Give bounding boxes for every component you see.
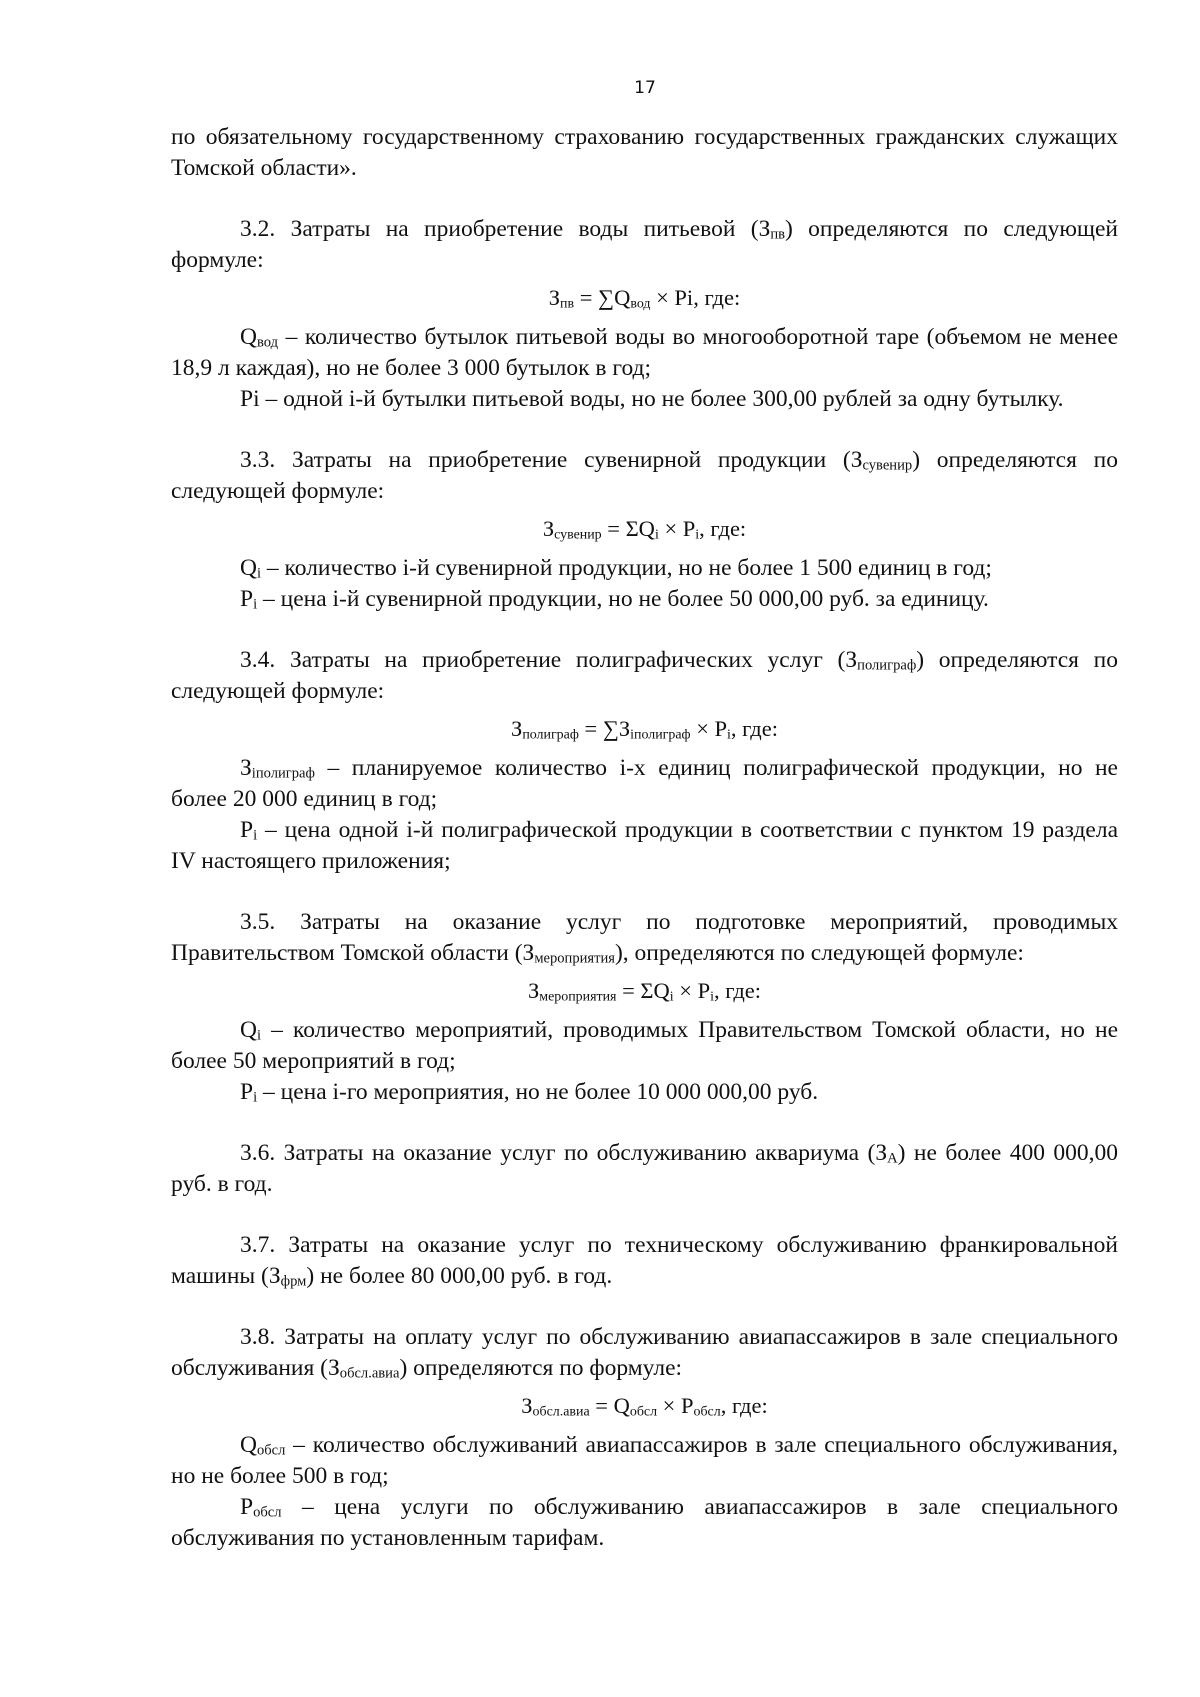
section-3-4-heading: 3.4. Затраты на приобретение полиграфических услуг $(З_{полиграф})$ определяются по следующей формуле: xyxy=(171,647,1118,704)
intro-paragraph: по обязательному государственному страхованию государственных гражданских служащих Томской области». xyxy=(171,124,1118,181)
section-3-3-heading: 3.3. Затраты на приобретение сувенирной продукции $(З_{сувенир})$ определяются по следующей формуле: xyxy=(171,447,1118,504)
section-3-6-paragraph: 3.6. Затраты на оказание услуг по обслуживанию аквариума $(З_А)$ не более 400 000,00 руб. в год. xyxy=(171,1140,1118,1197)
section-3-5-q-definition: $Q_i$ – количество мероприятий, проводимых Правительством Томской области, но не более 50 мероприятий в год; xyxy=(171,1017,1118,1074)
section-3-8-heading: 3.8. Затраты на оплату услуг по обслуживанию авиапассажиров в зале специального обслуживания $(З_{обсл.авиа})$ определяются по формуле: xyxy=(171,1324,1118,1382)
section-3-3-p-definition: $P_i$ – цена i-й сувенирной продукции, но не более 50 000,00 руб. за единицу. xyxy=(240,586,989,613)
section-3-4-formula: $З_{полиграф} = \sum З_{iполиграф} \times P_i$, где: xyxy=(511,716,778,743)
section-3-2-p-definition: Pi – одной i-й бутылки питьевой воды, но не более 300,00 рублей за одну бутылку. xyxy=(240,386,1064,412)
section-3-2-q-definition: $Q_{вод}$ – количество бутылок питьевой воды во многооборотной таре (объемом не менее 18,9 л каждая), но не более 3 000 бутылок в год; xyxy=(171,324,1118,381)
section-3-8-formula: $З_{обсл.авиа} = Q_{обсл} \times P_{обсл}$, где: xyxy=(521,1393,768,1420)
section-3-3-q-definition: $Q_i$ – количество i-й сувенирной продукции, но не более 1 500 единиц в год; xyxy=(240,555,992,582)
section-3-2-formula: $З_{пв} = \sum Q_{вод} \times Pi$, где: xyxy=(548,285,741,312)
section-3-4-p-definition: $P_i$ – цена одной i-й полиграфической продукции в соответствии с пунктом 19 раздела IV настоящего приложения; xyxy=(171,817,1118,874)
section-3-5-heading: 3.5. Затраты на оказание услуг по подготовке мероприятий, проводимых Правительством Томской области $(З_{мероприятия})$, определяются по следующей формуле: xyxy=(171,909,1118,967)
document-body xyxy=(171,122,1118,1554)
section-3-5-formula: $З_{мероприятия} = \Sigma Q_i \times P_i$, где: xyxy=(527,978,762,1005)
section-3-3-formula: $З_{сувенир} = \Sigma Q_i \times P_i$, где: xyxy=(542,516,747,543)
section-3-2-heading: 3.2. Затраты на приобретение воды питьевой $(З_{пв})$ определяются по следующей формуле: xyxy=(171,216,1118,273)
section-3-8-p-definition: $P_{обсл}$ – цена услуги по обслуживанию авиапассажиров в зале специального обслуживания по установленным тарифам. xyxy=(171,1494,1118,1551)
section-3-4-q-definition: $З_{iполиграф}$ – планируемое количество i-х единиц полиграфической продукции, но не более 20 000 единиц в год; xyxy=(171,755,1118,812)
section-3-7-paragraph: 3.7. Затраты на оказание услуг по техническому обслуживанию франкировальной машины $(З_{фрм})$ не более 80 000,00 руб. в год. xyxy=(171,1232,1118,1290)
section-3-5-p-definition: $P_i$ – цена i-го мероприятия, но не более 10 000 000,00 руб. xyxy=(240,1079,819,1106)
section-3-8-q-definition: $Q_{обсл}$ – количество обслуживаний авиапассажиров в зале специального обслуживания, но не более 500 в год; xyxy=(171,1432,1118,1489)
page-number: 17 xyxy=(634,78,656,98)
